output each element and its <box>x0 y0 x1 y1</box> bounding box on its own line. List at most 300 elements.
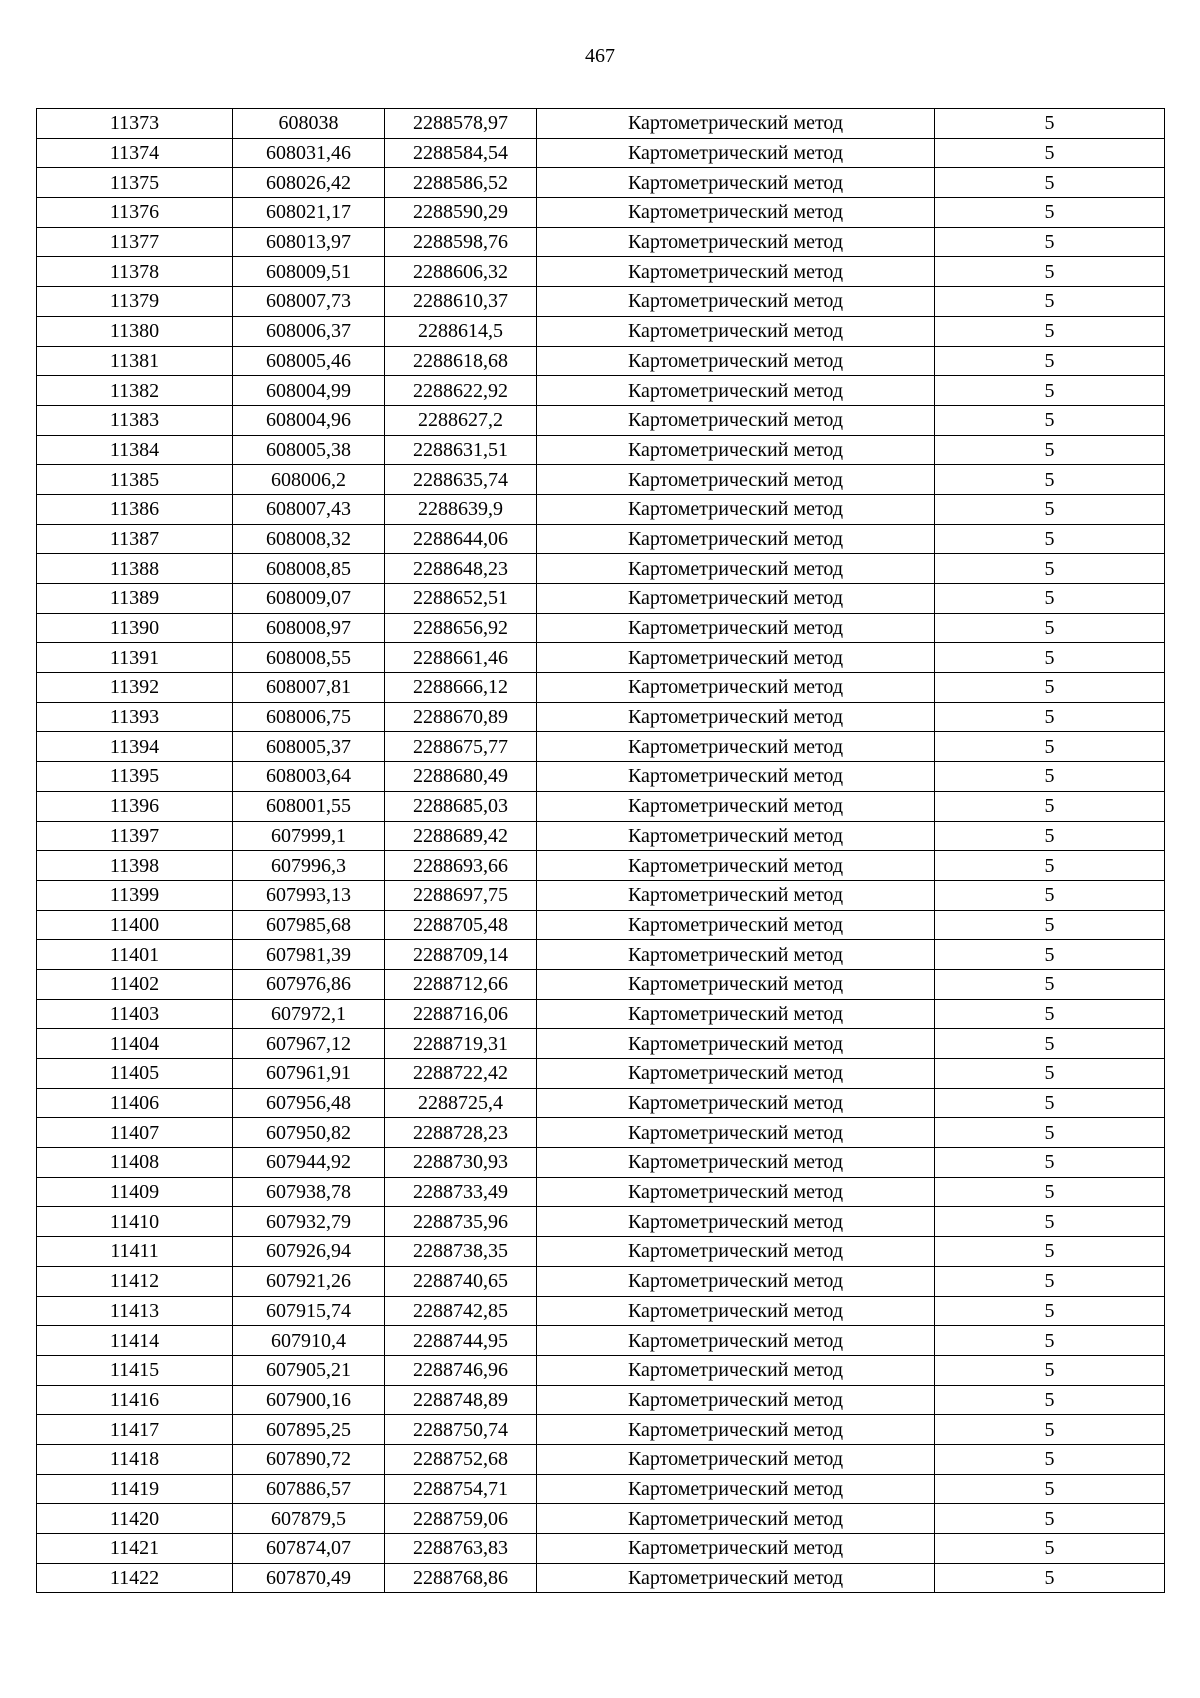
x-coordinate-cell: 608008,32 <box>233 524 385 554</box>
point-number-cell: 11399 <box>37 880 233 910</box>
x-coordinate-cell: 608026,42 <box>233 168 385 198</box>
table-row <box>37 1415 1165 1445</box>
y-coordinate-cell: 2288768,86 <box>385 1563 537 1593</box>
method-cell: Картометрический метод <box>537 762 935 792</box>
table-row <box>37 1534 1165 1564</box>
table-row <box>37 1237 1165 1267</box>
point-number-cell: 11415 <box>37 1355 233 1385</box>
method-cell: Картометрический метод <box>537 376 935 406</box>
method-cell: Картометрический метод <box>537 613 935 643</box>
table-row <box>37 613 1165 643</box>
accuracy-cell: 5 <box>935 1444 1165 1474</box>
accuracy-cell: 5 <box>935 1059 1165 1089</box>
y-coordinate-cell: 2288578,97 <box>385 109 537 139</box>
accuracy-cell: 5 <box>935 316 1165 346</box>
accuracy-cell: 5 <box>935 1118 1165 1148</box>
point-number-cell: 11418 <box>37 1444 233 1474</box>
table-row <box>37 1207 1165 1237</box>
point-number-cell: 11374 <box>37 138 233 168</box>
point-number-cell: 11413 <box>37 1296 233 1326</box>
point-number-cell: 11403 <box>37 999 233 1029</box>
table-row <box>37 524 1165 554</box>
point-number-cell: 11408 <box>37 1148 233 1178</box>
accuracy-cell: 5 <box>935 999 1165 1029</box>
y-coordinate-cell: 2288742,85 <box>385 1296 537 1326</box>
method-cell: Картометрический метод <box>537 791 935 821</box>
table-row <box>37 762 1165 792</box>
method-cell: Картометрический метод <box>537 1415 935 1445</box>
method-cell: Картометрический метод <box>537 1177 935 1207</box>
y-coordinate-cell: 2288740,65 <box>385 1266 537 1296</box>
point-number-cell: 11376 <box>37 198 233 228</box>
method-cell: Картометрический метод <box>537 346 935 376</box>
accuracy-cell: 5 <box>935 554 1165 584</box>
accuracy-cell: 5 <box>935 494 1165 524</box>
x-coordinate-cell: 607985,68 <box>233 910 385 940</box>
x-coordinate-cell: 608007,81 <box>233 673 385 703</box>
accuracy-cell: 5 <box>935 1266 1165 1296</box>
method-cell: Картометрический метод <box>537 405 935 435</box>
y-coordinate-cell: 2288730,93 <box>385 1148 537 1178</box>
method-cell: Картометрический метод <box>537 316 935 346</box>
y-coordinate-cell: 2288644,06 <box>385 524 537 554</box>
table-row <box>37 1118 1165 1148</box>
method-cell: Картометрический метод <box>537 1563 935 1593</box>
y-coordinate-cell: 2288614,5 <box>385 316 537 346</box>
point-number-cell: 11411 <box>37 1237 233 1267</box>
table-row <box>37 227 1165 257</box>
method-cell: Картометрический метод <box>537 109 935 139</box>
accuracy-cell: 5 <box>935 821 1165 851</box>
y-coordinate-cell: 2288722,42 <box>385 1059 537 1089</box>
x-coordinate-cell: 607874,07 <box>233 1534 385 1564</box>
method-cell: Картометрический метод <box>537 554 935 584</box>
x-coordinate-cell: 607981,39 <box>233 940 385 970</box>
table-row <box>37 1059 1165 1089</box>
x-coordinate-cell: 607961,91 <box>233 1059 385 1089</box>
method-cell: Картометрический метод <box>537 1266 935 1296</box>
method-cell: Картометрический метод <box>537 465 935 495</box>
method-cell: Картометрический метод <box>537 1029 935 1059</box>
table-row <box>37 1385 1165 1415</box>
point-number-cell: 11384 <box>37 435 233 465</box>
x-coordinate-cell: 607910,4 <box>233 1326 385 1356</box>
y-coordinate-cell: 2288622,92 <box>385 376 537 406</box>
x-coordinate-cell: 608008,97 <box>233 613 385 643</box>
table-row <box>37 554 1165 584</box>
method-cell: Картометрический метод <box>537 435 935 465</box>
method-cell: Картометрический метод <box>537 702 935 732</box>
x-coordinate-cell: 608005,38 <box>233 435 385 465</box>
x-coordinate-cell: 607996,3 <box>233 851 385 881</box>
point-number-cell: 11405 <box>37 1059 233 1089</box>
y-coordinate-cell: 2288685,03 <box>385 791 537 821</box>
method-cell: Картометрический метод <box>537 940 935 970</box>
point-number-cell: 11419 <box>37 1474 233 1504</box>
x-coordinate-cell: 607915,74 <box>233 1296 385 1326</box>
point-number-cell: 11402 <box>37 969 233 999</box>
point-number-cell: 11388 <box>37 554 233 584</box>
x-coordinate-cell: 608003,64 <box>233 762 385 792</box>
accuracy-cell: 5 <box>935 1207 1165 1237</box>
table-row <box>37 494 1165 524</box>
x-coordinate-cell: 607879,5 <box>233 1504 385 1534</box>
y-coordinate-cell: 2288675,77 <box>385 732 537 762</box>
point-number-cell: 11378 <box>37 257 233 287</box>
y-coordinate-cell: 2288712,66 <box>385 969 537 999</box>
table-row <box>37 702 1165 732</box>
point-number-cell: 11410 <box>37 1207 233 1237</box>
x-coordinate-cell: 608007,43 <box>233 494 385 524</box>
x-coordinate-cell: 607921,26 <box>233 1266 385 1296</box>
y-coordinate-cell: 2288748,89 <box>385 1385 537 1415</box>
method-cell: Картометрический метод <box>537 168 935 198</box>
y-coordinate-cell: 2288709,14 <box>385 940 537 970</box>
x-coordinate-cell: 607976,86 <box>233 969 385 999</box>
method-cell: Картометрический метод <box>537 1504 935 1534</box>
y-coordinate-cell: 2288728,23 <box>385 1118 537 1148</box>
method-cell: Картометрический метод <box>537 821 935 851</box>
x-coordinate-cell: 607932,79 <box>233 1207 385 1237</box>
table-row <box>37 1148 1165 1178</box>
method-cell: Картометрический метод <box>537 1148 935 1178</box>
point-number-cell: 11393 <box>37 702 233 732</box>
method-cell: Картометрический метод <box>537 494 935 524</box>
x-coordinate-cell: 607870,49 <box>233 1563 385 1593</box>
point-number-cell: 11373 <box>37 109 233 139</box>
accuracy-cell: 5 <box>935 969 1165 999</box>
table-row <box>37 732 1165 762</box>
x-coordinate-cell: 608004,96 <box>233 405 385 435</box>
method-cell: Картометрический метод <box>537 1118 935 1148</box>
method-cell: Картометрический метод <box>537 910 935 940</box>
point-number-cell: 11395 <box>37 762 233 792</box>
point-number-cell: 11400 <box>37 910 233 940</box>
x-coordinate-cell: 607967,12 <box>233 1029 385 1059</box>
point-number-cell: 11391 <box>37 643 233 673</box>
accuracy-cell: 5 <box>935 405 1165 435</box>
y-coordinate-cell: 2288586,52 <box>385 168 537 198</box>
x-coordinate-cell: 608031,46 <box>233 138 385 168</box>
point-number-cell: 11416 <box>37 1385 233 1415</box>
method-cell: Картометрический метод <box>537 732 935 762</box>
y-coordinate-cell: 2288759,06 <box>385 1504 537 1534</box>
table-row <box>37 168 1165 198</box>
accuracy-cell: 5 <box>935 227 1165 257</box>
point-number-cell: 11398 <box>37 851 233 881</box>
method-cell: Картометрический метод <box>537 1059 935 1089</box>
table-row <box>37 643 1165 673</box>
accuracy-cell: 5 <box>935 762 1165 792</box>
accuracy-cell: 5 <box>935 435 1165 465</box>
y-coordinate-cell: 2288725,4 <box>385 1088 537 1118</box>
point-number-cell: 11389 <box>37 584 233 614</box>
y-coordinate-cell: 2288733,49 <box>385 1177 537 1207</box>
point-number-cell: 11385 <box>37 465 233 495</box>
accuracy-cell: 5 <box>935 613 1165 643</box>
accuracy-cell: 5 <box>935 1563 1165 1593</box>
x-coordinate-cell: 608006,75 <box>233 702 385 732</box>
method-cell: Картометрический метод <box>537 1385 935 1415</box>
accuracy-cell: 5 <box>935 376 1165 406</box>
accuracy-cell: 5 <box>935 1534 1165 1564</box>
y-coordinate-cell: 2288746,96 <box>385 1355 537 1385</box>
y-coordinate-cell: 2288763,83 <box>385 1534 537 1564</box>
y-coordinate-cell: 2288744,95 <box>385 1326 537 1356</box>
table-row <box>37 1029 1165 1059</box>
table-row <box>37 465 1165 495</box>
x-coordinate-cell: 607956,48 <box>233 1088 385 1118</box>
x-coordinate-cell: 607890,72 <box>233 1444 385 1474</box>
y-coordinate-cell: 2288716,06 <box>385 999 537 1029</box>
y-coordinate-cell: 2288618,68 <box>385 346 537 376</box>
method-cell: Картометрический метод <box>537 1326 935 1356</box>
y-coordinate-cell: 2288635,74 <box>385 465 537 495</box>
y-coordinate-cell: 2288606,32 <box>385 257 537 287</box>
y-coordinate-cell: 2288639,9 <box>385 494 537 524</box>
point-number-cell: 11390 <box>37 613 233 643</box>
point-number-cell: 11421 <box>37 1534 233 1564</box>
x-coordinate-cell: 607972,1 <box>233 999 385 1029</box>
table-row <box>37 791 1165 821</box>
point-number-cell: 11396 <box>37 791 233 821</box>
point-number-cell: 11387 <box>37 524 233 554</box>
x-coordinate-cell: 608009,51 <box>233 257 385 287</box>
coordinates-table <box>36 108 1165 1593</box>
table-row <box>37 1326 1165 1356</box>
x-coordinate-cell: 607950,82 <box>233 1118 385 1148</box>
point-number-cell: 11420 <box>37 1504 233 1534</box>
accuracy-cell: 5 <box>935 1326 1165 1356</box>
table-row <box>37 316 1165 346</box>
point-number-cell: 11383 <box>37 405 233 435</box>
table-row <box>37 1355 1165 1385</box>
x-coordinate-cell: 608005,46 <box>233 346 385 376</box>
y-coordinate-cell: 2288670,89 <box>385 702 537 732</box>
accuracy-cell: 5 <box>935 791 1165 821</box>
accuracy-cell: 5 <box>935 1355 1165 1385</box>
method-cell: Картометрический метод <box>537 1534 935 1564</box>
y-coordinate-cell: 2288656,92 <box>385 613 537 643</box>
method-cell: Картометрический метод <box>537 287 935 317</box>
x-coordinate-cell: 608006,2 <box>233 465 385 495</box>
x-coordinate-cell: 607944,92 <box>233 1148 385 1178</box>
table-row <box>37 584 1165 614</box>
x-coordinate-cell: 608004,99 <box>233 376 385 406</box>
x-coordinate-cell: 608038 <box>233 109 385 139</box>
table-row <box>37 999 1165 1029</box>
point-number-cell: 11406 <box>37 1088 233 1118</box>
accuracy-cell: 5 <box>935 1029 1165 1059</box>
x-coordinate-cell: 607905,21 <box>233 1355 385 1385</box>
method-cell: Картометрический метод <box>537 969 935 999</box>
y-coordinate-cell: 2288627,2 <box>385 405 537 435</box>
y-coordinate-cell: 2288735,96 <box>385 1207 537 1237</box>
table-row <box>37 910 1165 940</box>
y-coordinate-cell: 2288689,42 <box>385 821 537 851</box>
accuracy-cell: 5 <box>935 940 1165 970</box>
accuracy-cell: 5 <box>935 257 1165 287</box>
table-row <box>37 1563 1165 1593</box>
accuracy-cell: 5 <box>935 673 1165 703</box>
table-row <box>37 109 1165 139</box>
x-coordinate-cell: 607895,25 <box>233 1415 385 1445</box>
table-row <box>37 138 1165 168</box>
x-coordinate-cell: 607886,57 <box>233 1474 385 1504</box>
point-number-cell: 11414 <box>37 1326 233 1356</box>
table-row <box>37 821 1165 851</box>
page-number: 467 <box>585 45 615 67</box>
x-coordinate-cell: 608021,17 <box>233 198 385 228</box>
table-row <box>37 851 1165 881</box>
y-coordinate-cell: 2288693,66 <box>385 851 537 881</box>
x-coordinate-cell: 607926,94 <box>233 1237 385 1267</box>
x-coordinate-cell: 607938,78 <box>233 1177 385 1207</box>
x-coordinate-cell: 608013,97 <box>233 227 385 257</box>
y-coordinate-cell: 2288719,31 <box>385 1029 537 1059</box>
point-number-cell: 11404 <box>37 1029 233 1059</box>
y-coordinate-cell: 2288666,12 <box>385 673 537 703</box>
method-cell: Картометрический метод <box>537 1444 935 1474</box>
coordinates-table-body <box>37 109 1165 1593</box>
y-coordinate-cell: 2288590,29 <box>385 198 537 228</box>
accuracy-cell: 5 <box>935 1177 1165 1207</box>
accuracy-cell: 5 <box>935 465 1165 495</box>
method-cell: Картометрический метод <box>537 1207 935 1237</box>
x-coordinate-cell: 607993,13 <box>233 880 385 910</box>
accuracy-cell: 5 <box>935 1385 1165 1415</box>
accuracy-cell: 5 <box>935 1088 1165 1118</box>
point-number-cell: 11422 <box>37 1563 233 1593</box>
y-coordinate-cell: 2288738,35 <box>385 1237 537 1267</box>
table-row <box>37 1504 1165 1534</box>
x-coordinate-cell: 608009,07 <box>233 584 385 614</box>
method-cell: Картометрический метод <box>537 851 935 881</box>
method-cell: Картометрический метод <box>537 673 935 703</box>
y-coordinate-cell: 2288661,46 <box>385 643 537 673</box>
y-coordinate-cell: 2288584,54 <box>385 138 537 168</box>
point-number-cell: 11380 <box>37 316 233 346</box>
point-number-cell: 11409 <box>37 1177 233 1207</box>
table-row <box>37 880 1165 910</box>
table-row <box>37 287 1165 317</box>
y-coordinate-cell: 2288652,51 <box>385 584 537 614</box>
point-number-cell: 11381 <box>37 346 233 376</box>
y-coordinate-cell: 2288631,51 <box>385 435 537 465</box>
table-row <box>37 376 1165 406</box>
x-coordinate-cell: 607900,16 <box>233 1385 385 1415</box>
point-number-cell: 11407 <box>37 1118 233 1148</box>
accuracy-cell: 5 <box>935 168 1165 198</box>
accuracy-cell: 5 <box>935 138 1165 168</box>
method-cell: Картометрический метод <box>537 1355 935 1385</box>
y-coordinate-cell: 2288754,71 <box>385 1474 537 1504</box>
x-coordinate-cell: 608008,55 <box>233 643 385 673</box>
y-coordinate-cell: 2288750,74 <box>385 1415 537 1445</box>
accuracy-cell: 5 <box>935 851 1165 881</box>
table-row <box>37 1474 1165 1504</box>
y-coordinate-cell: 2288598,76 <box>385 227 537 257</box>
point-number-cell: 11394 <box>37 732 233 762</box>
method-cell: Картометрический метод <box>537 1296 935 1326</box>
method-cell: Картометрический метод <box>537 138 935 168</box>
method-cell: Картометрический метод <box>537 524 935 554</box>
point-number-cell: 11382 <box>37 376 233 406</box>
table-row <box>37 198 1165 228</box>
method-cell: Картометрический метод <box>537 643 935 673</box>
point-number-cell: 11412 <box>37 1266 233 1296</box>
point-number-cell: 11417 <box>37 1415 233 1445</box>
method-cell: Картометрический метод <box>537 1088 935 1118</box>
accuracy-cell: 5 <box>935 1474 1165 1504</box>
table-row <box>37 1296 1165 1326</box>
y-coordinate-cell: 2288752,68 <box>385 1444 537 1474</box>
method-cell: Картометрический метод <box>537 999 935 1029</box>
accuracy-cell: 5 <box>935 287 1165 317</box>
method-cell: Картометрический метод <box>537 1237 935 1267</box>
point-number-cell: 11377 <box>37 227 233 257</box>
table-row <box>37 257 1165 287</box>
x-coordinate-cell: 608005,37 <box>233 732 385 762</box>
table-row <box>37 673 1165 703</box>
accuracy-cell: 5 <box>935 1415 1165 1445</box>
accuracy-cell: 5 <box>935 702 1165 732</box>
accuracy-cell: 5 <box>935 198 1165 228</box>
accuracy-cell: 5 <box>935 1148 1165 1178</box>
table-row <box>37 969 1165 999</box>
x-coordinate-cell: 608001,55 <box>233 791 385 821</box>
x-coordinate-cell: 608008,85 <box>233 554 385 584</box>
method-cell: Картометрический метод <box>537 198 935 228</box>
point-number-cell: 11379 <box>37 287 233 317</box>
point-number-cell: 11386 <box>37 494 233 524</box>
accuracy-cell: 5 <box>935 109 1165 139</box>
accuracy-cell: 5 <box>935 346 1165 376</box>
table-row <box>37 435 1165 465</box>
accuracy-cell: 5 <box>935 524 1165 554</box>
method-cell: Картометрический метод <box>537 584 935 614</box>
x-coordinate-cell: 607999,1 <box>233 821 385 851</box>
x-coordinate-cell: 608006,37 <box>233 316 385 346</box>
y-coordinate-cell: 2288610,37 <box>385 287 537 317</box>
accuracy-cell: 5 <box>935 1296 1165 1326</box>
point-number-cell: 11375 <box>37 168 233 198</box>
point-number-cell: 11397 <box>37 821 233 851</box>
y-coordinate-cell: 2288705,48 <box>385 910 537 940</box>
method-cell: Картометрический метод <box>537 880 935 910</box>
method-cell: Картометрический метод <box>537 257 935 287</box>
accuracy-cell: 5 <box>935 1237 1165 1267</box>
method-cell: Картометрический метод <box>537 227 935 257</box>
accuracy-cell: 5 <box>935 1504 1165 1534</box>
point-number-cell: 11392 <box>37 673 233 703</box>
table-row <box>37 1266 1165 1296</box>
table-row <box>37 1444 1165 1474</box>
y-coordinate-cell: 2288697,75 <box>385 880 537 910</box>
method-cell: Картометрический метод <box>537 1474 935 1504</box>
accuracy-cell: 5 <box>935 732 1165 762</box>
accuracy-cell: 5 <box>935 584 1165 614</box>
accuracy-cell: 5 <box>935 880 1165 910</box>
table-row <box>37 1177 1165 1207</box>
table-row <box>37 1088 1165 1118</box>
x-coordinate-cell: 608007,73 <box>233 287 385 317</box>
y-coordinate-cell: 2288680,49 <box>385 762 537 792</box>
point-number-cell: 11401 <box>37 940 233 970</box>
table-row <box>37 940 1165 970</box>
table-row <box>37 346 1165 376</box>
accuracy-cell: 5 <box>935 643 1165 673</box>
